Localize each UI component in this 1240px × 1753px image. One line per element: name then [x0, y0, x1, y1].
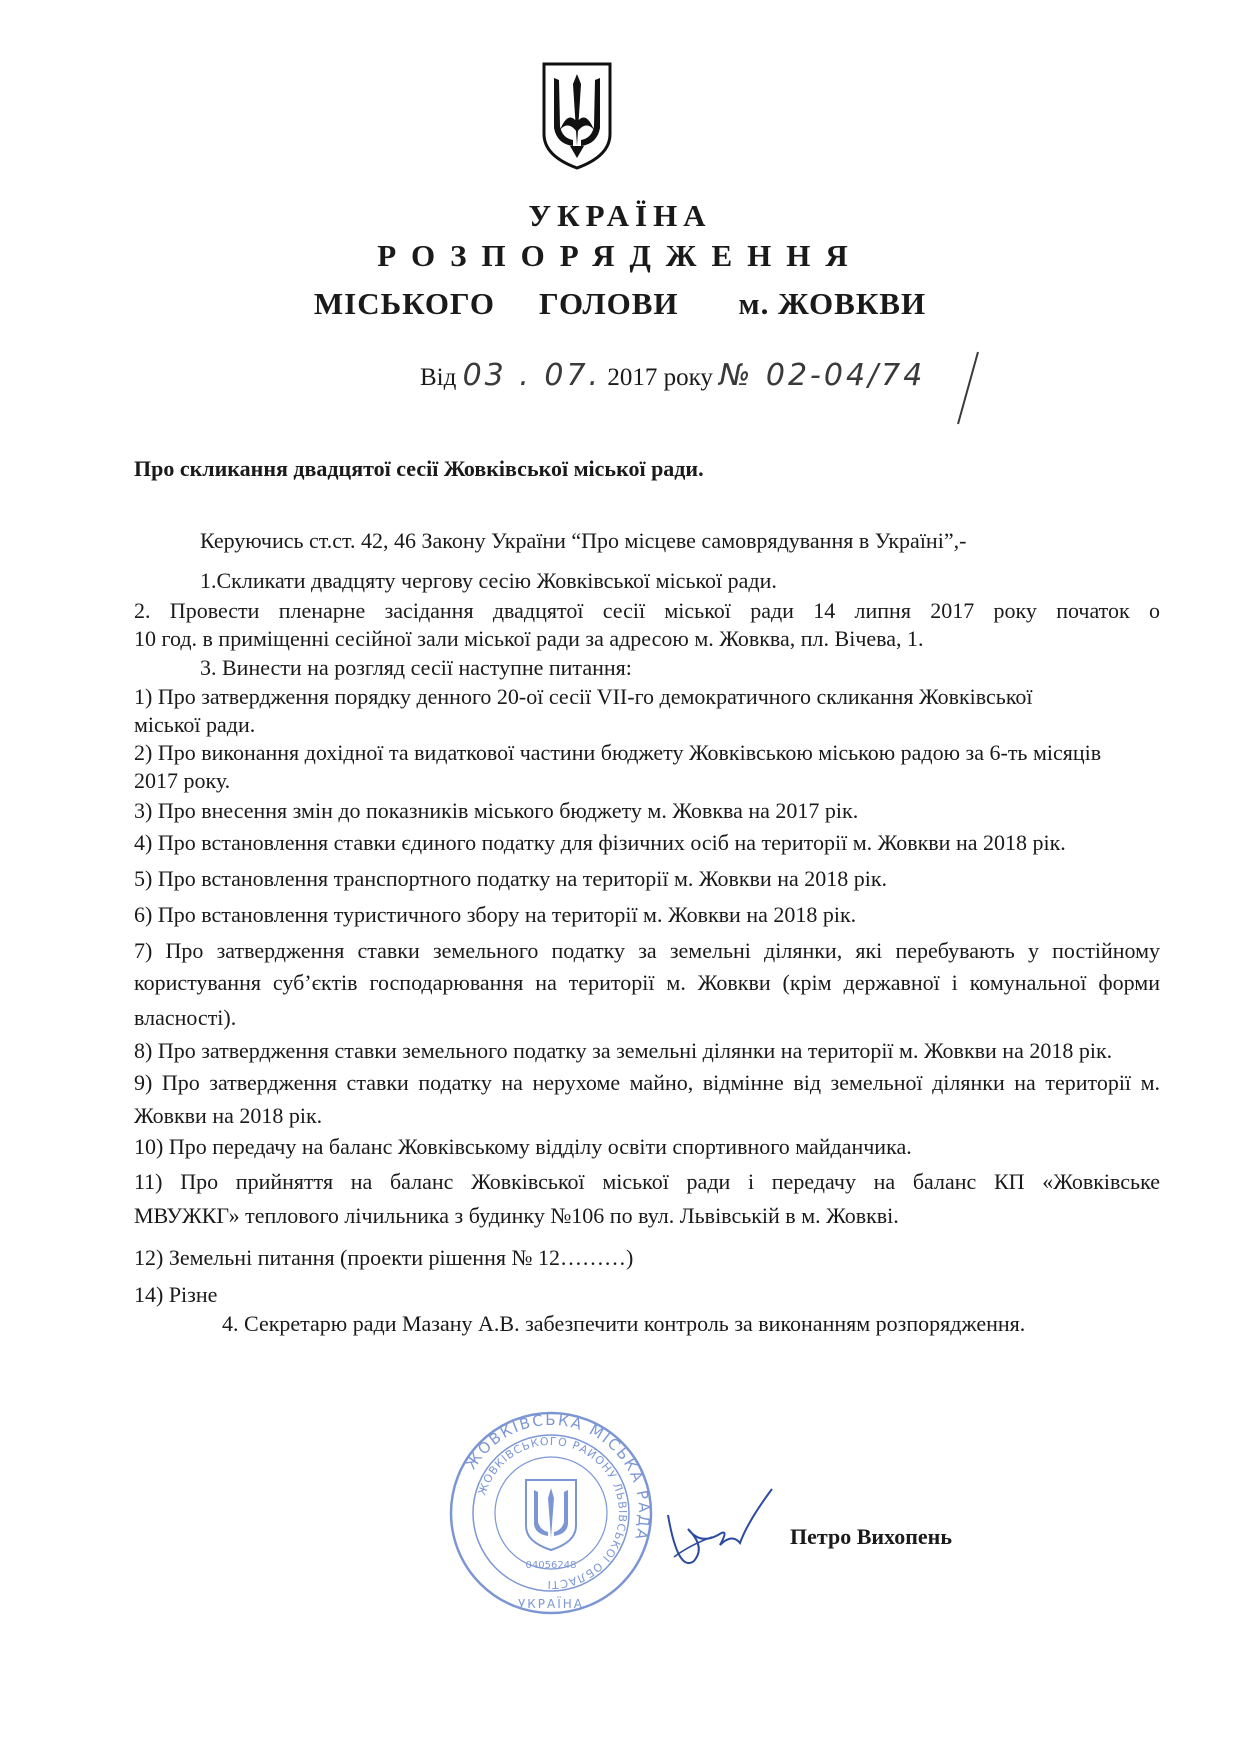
official-stamp [446, 1408, 656, 1618]
agenda-item-10: 10) Про передачу на баланс Жовківському відділу освіти спортивного майданчика. [134, 1134, 912, 1159]
point-2-line-2: 10 год. в приміщенні сесійної зали міської ради за адресою м. Жовква, пл. Вічева, 1. [134, 626, 924, 651]
agenda-item-11-line-2: МВУЖКГ» теплового лічильника з будинку №106 по вул. Львівській в м. Жовкві. [134, 1203, 899, 1228]
preamble: Керуючись ст.ст. 42, 46 Закону України “Про місцеве самоврядування в Україні”,- [200, 528, 967, 553]
svg-text:ЖОВКІВСЬКА МІСЬКА РАДА: ЖОВКІВСЬКА МІСЬКА РАДА [461, 1410, 654, 1544]
header-country: УКРАЇНА [528, 198, 712, 233]
agenda-item-9-line-2: Жовкви на 2018 рік. [134, 1103, 323, 1128]
agenda-item-8: 8) Про затвердження ставки земельного податку за земельні ділянки на території м. Жовкви на 2018 рік. [134, 1038, 1113, 1063]
svg-text:УКРАЇНА: УКРАЇНА [517, 1597, 585, 1611]
header-document-type: РОЗПОРЯДЖЕННЯ [377, 238, 863, 273]
agenda-item-11-line-1: 11) Про прийняття на баланс Жовківської міської ради і передачу на баланс КП «Жовківське [134, 1169, 1160, 1194]
agenda-item-14: 14) Різне [134, 1282, 218, 1307]
agenda-item-12: 12) Земельні питання (проекти рішення № 12………) [134, 1245, 634, 1270]
handwritten-number: № 02-04/74 [719, 358, 926, 393]
dateline-prefix: Від [420, 364, 457, 391]
point-4: 4. Секретарю ради Мазану А.В. забезпечити контроль за виконанням розпорядження. [222, 1311, 1026, 1336]
point-1: 1.Скликати двадцяту чергову сесію Жовківської міської ради. [200, 568, 777, 593]
agenda-item-2-line-2: 2017 року. [134, 768, 231, 793]
signatory-name: Петро Вихопень [790, 1524, 952, 1549]
point-3: 3. Винести на розгляд сесії наступне питання: [200, 655, 632, 680]
agenda-item-3: 3) Про внесення змін до показників міського бюджету м. Жовква на 2017 рік. [134, 798, 859, 823]
document-subject: Про скликання двадцятої сесії Жовківської міської ради. [134, 456, 704, 481]
header-office-part2: ГОЛОВИ [539, 286, 679, 321]
dateline-year-word: року [663, 364, 713, 391]
svg-text:04056248: 04056248 [525, 1560, 577, 1571]
dateline [420, 358, 925, 393]
dateline-year: 2017 [607, 364, 658, 391]
agenda-item-7-line-3: власності). [134, 1005, 237, 1030]
agenda-item-1-line-2: міської ради. [134, 712, 256, 737]
agenda-item-5: 5) Про встановлення транспортного податку на території м. Жовкви на 2018 рік. [134, 866, 888, 891]
svg-text:ЖОВКІВСЬКОГО РАЙОНУ ЛЬВІВСЬКОЇ: ЖОВКІВСЬКОГО РАЙОНУ ЛЬВІВСЬКОЇ ОБЛАСТІ [475, 1434, 630, 1592]
agenda-item-1-line-1: 1) Про затвердження порядку денного 20-ої сесії VII-го демократичного скликання Жовківської [134, 684, 1033, 709]
agenda-item-6: 6) Про встановлення туристичного збору на території м. Жовкви на 2018 рік. [134, 902, 857, 927]
agenda-item-2-line-1: 2) Про виконання дохідної та видаткової частини бюджету Жовківською міською радою за 6-ть місяців [134, 740, 1102, 765]
point-2-line-1: 2. Провести пленарне засідання двадцятої сесії міської ради 14 липня 2017 року початок о [134, 598, 1160, 623]
header-office [0, 286, 1240, 322]
header-office-part1: МІСЬКОГО [313, 286, 495, 321]
signature-icon [660, 1485, 780, 1575]
agenda-item-9-line-1: 9) Про затвердження ставки податку на нерухоме майно, відмінне від земельної ділянки на території м. [134, 1070, 1160, 1095]
agenda-item-7-line-1: 7) Про затвердження ставки земельного податку за земельні ділянки, які перебувають у постійному [134, 938, 1160, 963]
handwritten-stroke-icon [948, 348, 988, 428]
agenda-item-4: 4) Про встановлення ставки єдиного податку для фізичних осіб на території м. Жовкви на 2018 рік. [134, 830, 1066, 855]
agenda-item-7-line-2: користування суб’єктів господарювання на території м. Жовкви (крім державної і комунальної форми [134, 970, 1160, 995]
header-office-part3: м. ЖОВКВИ [738, 286, 927, 321]
handwritten-date: 03 . 07. [462, 358, 602, 393]
trident-emblem-icon [540, 60, 614, 172]
